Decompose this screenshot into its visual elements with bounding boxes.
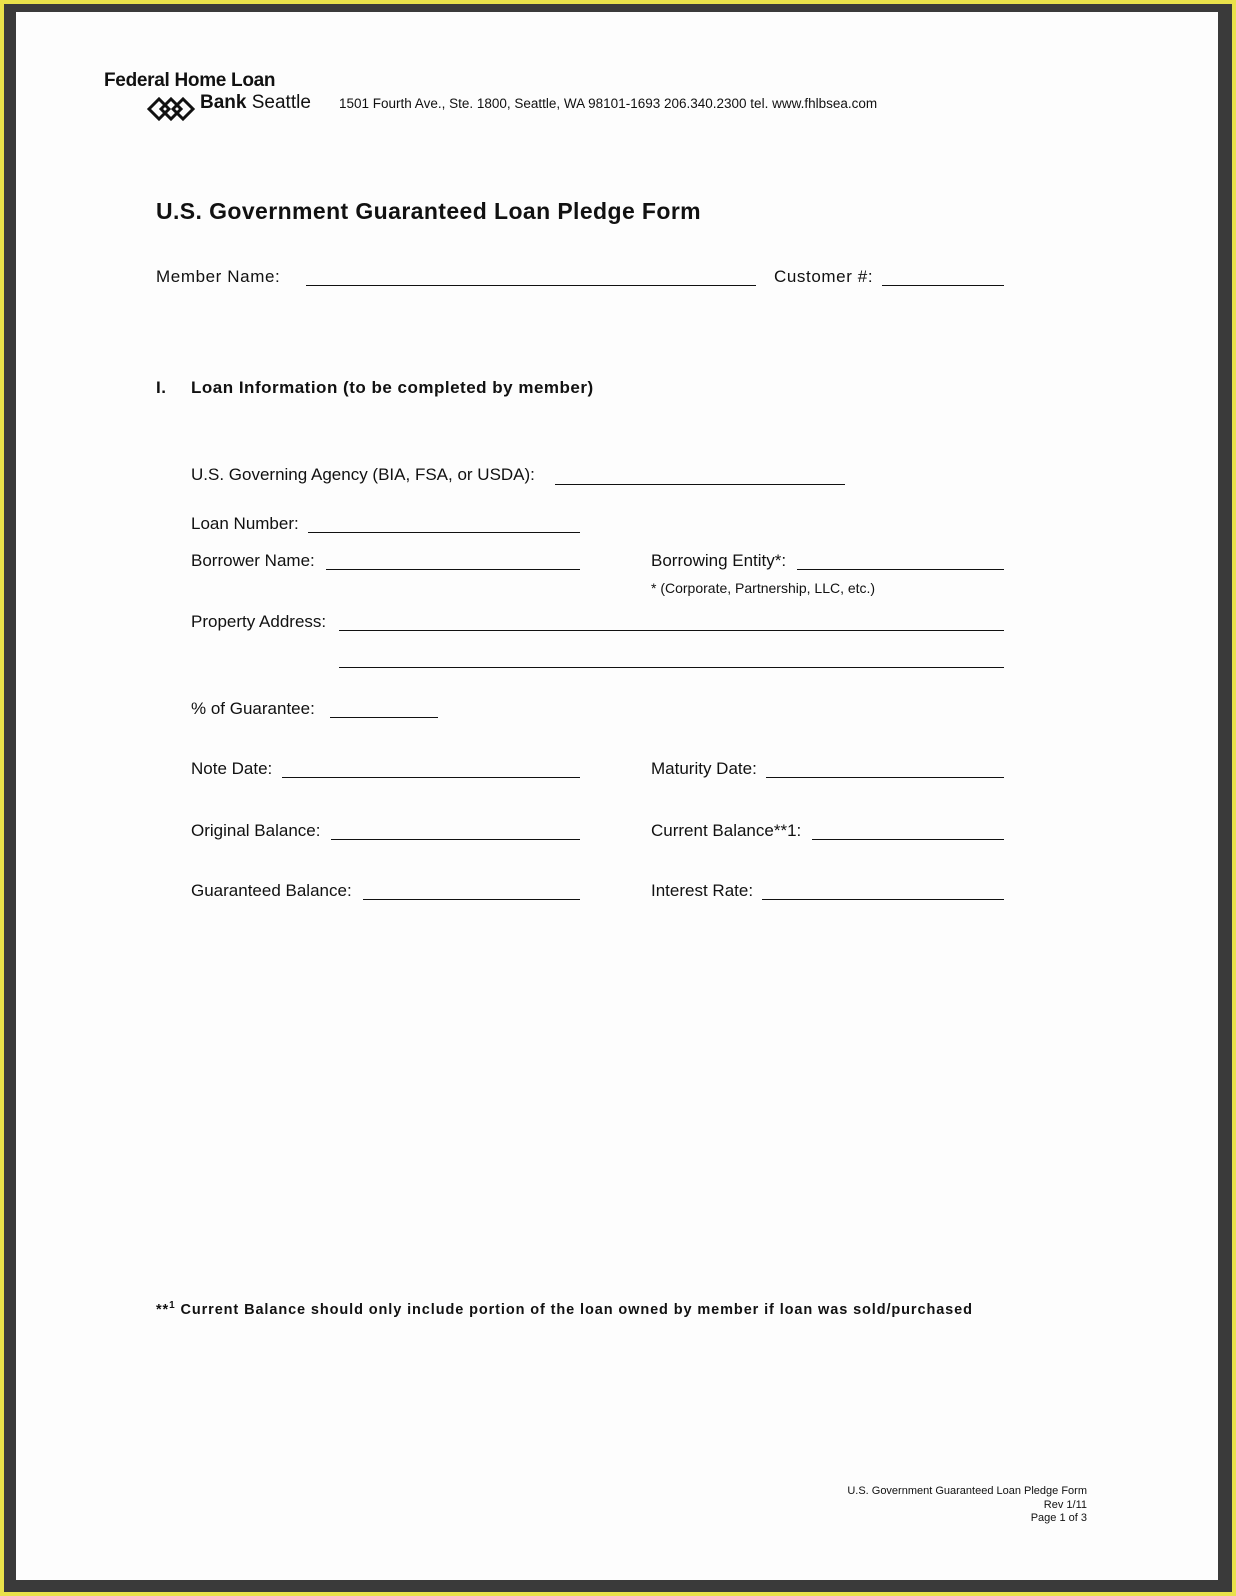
property-address-label: Property Address: [191,612,327,631]
property-address-field-line1[interactable] [339,630,1004,631]
section-number: I. [156,378,167,397]
loan-number-label: Loan Number: [191,514,299,533]
logo-seattle: Seattle [251,92,311,113]
form-page [16,12,1218,1580]
agency-field[interactable] [555,484,845,485]
original-balance-label: Original Balance: [191,821,321,840]
page-footer [847,1485,1087,1526]
interest-rate-label: Interest Rate: [651,881,754,900]
guarantee-percent-field[interactable] [330,717,438,718]
footer-revision: Rev 1/11 [1043,1498,1087,1511]
note-date-field[interactable] [282,777,580,778]
current-balance-footnote [156,1300,973,1318]
loan-number-field[interactable] [308,532,580,533]
guarantee-percent-label: % of Guarantee: [191,699,315,718]
customer-number-field[interactable] [882,285,1004,286]
borrowing-entity-note: * (Corporate, Partnership, LLC, etc.) [651,580,876,596]
section-title: Loan Information (to be completed by member) [191,378,594,397]
note-date-label: Note Date: [191,759,273,778]
current-balance-label: Current Balance**1: [651,821,802,840]
footnote-marker: ** [156,1301,170,1318]
guaranteed-balance-label: Guaranteed Balance: [191,881,352,900]
footnote-text: Current Balance should only include portion of the loan owned by member if loan was sold/purchased [180,1301,973,1318]
borrowing-entity-label: Borrowing Entity*: [651,551,787,570]
fhlb-logo-icon [147,96,195,122]
page-frame [4,4,1232,1592]
member-name-label: Member Name: [156,267,281,286]
guaranteed-balance-field[interactable] [363,899,580,900]
maturity-date-field[interactable] [766,777,1004,778]
member-name-field[interactable] [306,285,756,286]
maturity-date-label: Maturity Date: [651,759,757,778]
footer-form-name: U.S. Government Guaranteed Loan Pledge Form [847,1485,1087,1497]
interest-rate-field[interactable] [762,899,1004,900]
agency-label: U.S. Governing Agency (BIA, FSA, or USDA): [191,465,535,484]
header-address: 1501 Fourth Ave., Ste. 1800, Seattle, WA 98101-1693 206.340.2300 tel. www.fhlbsea.com [339,96,878,111]
logo-subtitle [200,92,311,114]
form-title: U.S. Government Guaranteed Loan Pledge Form [156,198,702,224]
property-address-field-line2[interactable] [339,667,1004,668]
footer-page-number: Page 1 of 3 [1030,1512,1087,1524]
borrowing-entity-field[interactable] [797,569,1004,570]
customer-number-label: Customer #: [774,267,874,286]
borrower-name-label: Borrower Name: [191,551,315,570]
footnote-superscript: 1 [169,1300,176,1311]
current-balance-field[interactable] [812,839,1004,840]
original-balance-field[interactable] [331,839,580,840]
borrower-name-field[interactable] [326,569,580,570]
logo-title: Federal Home Loan [104,70,276,91]
logo-bank: Bank [200,92,247,113]
